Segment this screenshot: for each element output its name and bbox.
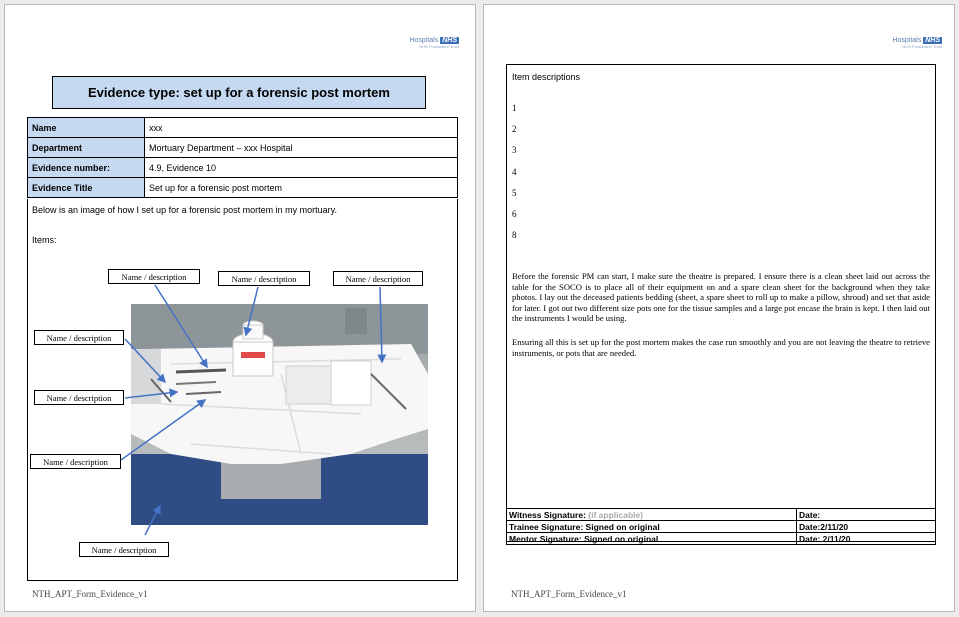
mentor-signature-cell: Mentor Signature: Signed on original <box>507 533 797 545</box>
evidence-title-value: Set up for a forensic post mortem <box>145 178 458 198</box>
description-paragraph-1: Before the forensic PM can start, I make sure the theatre is prepared. I ensure there is a clean sheet laid out across the table for the SOCO is to place all of their equipment on and a spare clean sheet for the background when they take photos. I lay out the deceased patients bedding (sheet, a spare sheet to roll up to make a pillow, shroud) and set that aside for later. I got out two different size pots one for the tissue samples and a large pot encase the brain is kept. I then laid out the instruments I would be using. <box>512 271 930 324</box>
evidence-title-label: Evidence Title <box>28 178 145 198</box>
form-footer: NTH_APT_Form_Evidence_v1 <box>32 589 148 599</box>
evidence-type-title: Evidence type: set up for a forensic post mortem <box>52 76 426 109</box>
mentor-date: Date: 2/11/20 <box>797 533 936 545</box>
item-number: 5 <box>512 188 517 198</box>
nhs-logo: Hospitals NHS NHS Foundation Trust <box>892 37 942 49</box>
signature-table <box>506 508 936 545</box>
annotation-box-top-right: Name / description <box>333 271 423 286</box>
items-label: Items: <box>32 235 57 245</box>
annotation-box-top-middle: Name / description <box>218 271 310 286</box>
trainee-signature-cell: Trainee Signature: Signed on original <box>507 521 797 533</box>
evidence-number-label: Evidence number: <box>28 158 145 178</box>
name-value: xxx <box>145 118 458 138</box>
department-label: Department <box>28 138 145 158</box>
trainee-date: Date:2/11/20 <box>797 521 936 533</box>
description-paragraph-2: Ensuring all this is set up for the post mortem makes the case run smoothly and you are not leaving the theatre to retrieve instruments, or pots that are needed. <box>512 337 930 358</box>
annotation-box-bottom: Name / description <box>79 542 169 557</box>
item-number: 3 <box>512 145 517 155</box>
annotation-arrow <box>5 5 477 613</box>
annotation-box-top-left: Name / description <box>108 269 200 284</box>
department-value: Mortuary Department – xxx Hospital <box>145 138 458 158</box>
evidence-number-value: 4.9, Evidence 10 <box>145 158 458 178</box>
evidence-page-2 <box>483 4 955 612</box>
item-descriptions-box <box>506 64 936 542</box>
witness-signature-cell: Witness Signature: (if applicable) <box>507 509 797 521</box>
form-footer: NTH_APT_Form_Evidence_v1 <box>511 589 627 599</box>
item-number: 2 <box>512 124 517 134</box>
item-number: 4 <box>512 167 517 177</box>
evidence-page-1 <box>4 4 476 612</box>
annotation-box-left-1: Name / description <box>34 330 124 345</box>
item-number: 6 <box>512 209 517 219</box>
name-label: Name <box>28 118 145 138</box>
annotation-box-left-2: Name / description <box>34 390 124 405</box>
item-number: 1 <box>512 103 517 113</box>
table-row <box>507 509 936 521</box>
table-row <box>507 521 936 533</box>
nhs-logo: Hospitals NHS NHS Foundation Trust <box>409 37 459 49</box>
intro-text: Below is an image of how I set up for a forensic post mortem in my mortuary. <box>32 205 337 215</box>
table-row <box>507 533 936 545</box>
item-descriptions-heading: Item descriptions <box>512 72 581 82</box>
item-number: 8 <box>512 230 517 240</box>
witness-date: Date: <box>797 509 936 521</box>
annotation-box-left-3: Name / description <box>30 454 121 469</box>
